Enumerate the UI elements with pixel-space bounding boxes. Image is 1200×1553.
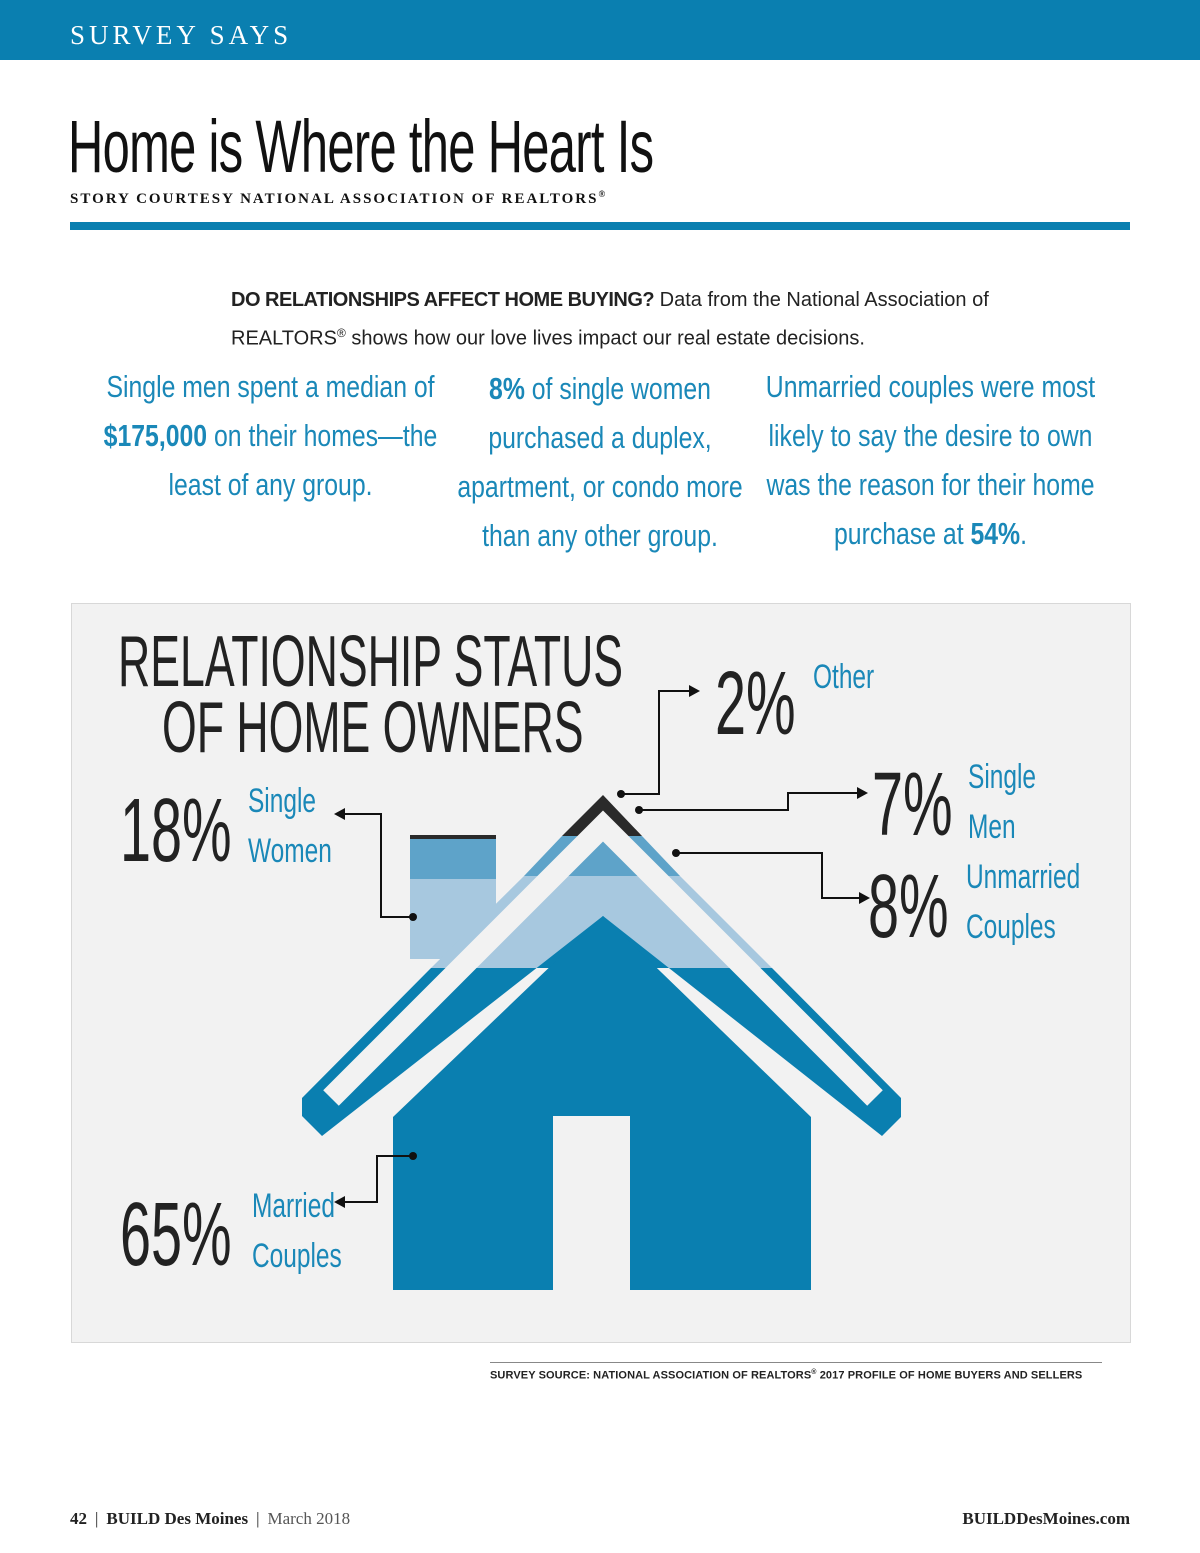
chart-panel [71, 603, 1131, 1343]
website-link[interactable]: BUILDDesMoines.com [962, 1509, 1130, 1528]
intro-text-1: Data from the National Association of REALTORS [231, 289, 989, 350]
leader-single-women [342, 814, 413, 917]
fact-2-highlight: 8% [489, 371, 525, 406]
fact-1-post: on their homes—the least of any group. [167, 418, 437, 502]
arrow-single-men [857, 787, 868, 799]
label-single-women-line1: Single [248, 782, 317, 821]
fact-3-highlight: 54% [969, 516, 1020, 551]
source-divider [490, 1362, 1102, 1363]
label-married-line2: Couples [252, 1237, 342, 1276]
label-single-men-line1: Single [968, 758, 1037, 797]
door [553, 1116, 630, 1291]
fact-1-highlight: $175,000 [103, 418, 207, 453]
label-single-men-value: 7% [872, 753, 953, 855]
house-chart [72, 604, 1132, 1344]
leader-other [621, 691, 692, 794]
intro-lead: DO RELATIONSHIPS AFFECT HOME BUYING? [231, 289, 655, 311]
section-label: SURVEY SAYS [70, 20, 293, 50]
chart-title-line-2: OF HOME OWNERS [162, 687, 584, 768]
byline [70, 189, 607, 208]
fact-single-women [440, 364, 760, 560]
dot-married [409, 1152, 417, 1160]
leader-unmarried [676, 853, 862, 898]
fact-3-post: . [1019, 516, 1027, 551]
fact-unmarried-couples [760, 362, 1100, 558]
byline-text: STORY COURTESY NATIONAL ASSOCIATION OF REALTORS [70, 191, 599, 207]
survey-source [490, 1369, 1082, 1382]
fact-single-men [100, 362, 440, 509]
title-divider [70, 222, 1130, 230]
fact-2-post: of single women purchased a duplex, apartment, or condo more than any other group. [457, 371, 743, 553]
intro-mark: ® [336, 326, 346, 340]
dot-unmarried [672, 849, 680, 857]
intro-text-2: shows how our love lives impact our real estate decisions. [345, 327, 865, 350]
label-unmarried-value: 8% [868, 855, 949, 957]
label-unmarried-line1: Unmarried [966, 858, 1081, 897]
page-number: 42 [70, 1509, 87, 1528]
byline-mark: ® [598, 189, 608, 199]
fact-3-pre: Unmarried couples were most likely to say the desire to own was the reason for their home purchase at [765, 369, 1095, 551]
source-text-1: SURVEY SOURCE: NATIONAL ASSOCIATION OF REALTORS [490, 1369, 812, 1382]
label-unmarried-line2: Couples [966, 908, 1056, 947]
chimney-band-women-dark [410, 839, 496, 879]
label-other-value: 2% [715, 652, 796, 754]
fact-1-pre: Single men spent a median of [105, 369, 435, 404]
chart-title-line-1: RELATIONSHIP STATUS [118, 621, 624, 702]
label-single-women-line2: Women [248, 832, 332, 871]
arrow-married [334, 1196, 345, 1208]
leader-single-men [639, 793, 860, 810]
label-other-name: Other [813, 658, 875, 697]
house-graphic [302, 795, 901, 1291]
arrow-single-women [334, 808, 345, 820]
label-married-value: 65% [120, 1183, 232, 1285]
dot-single-women [409, 913, 417, 921]
intro-paragraph [231, 284, 991, 356]
page-title: Home is Where the Heart Is [68, 105, 654, 188]
label-single-men-line2: Men [968, 808, 1016, 847]
chimney-band-top [410, 835, 496, 839]
dot-single-men [635, 806, 643, 814]
label-married-line1: Married [252, 1187, 335, 1226]
source-mark: ® [811, 1369, 817, 1376]
footer-left: 42 | BUILD Des Moines | March 2018 [70, 1509, 351, 1528]
publication-name: BUILD Des Moines [106, 1509, 249, 1528]
dot-other [617, 790, 625, 798]
source-text-2: 2017 PROFILE OF HOME BUYERS AND SELLERS [816, 1369, 1083, 1382]
arrow-other [689, 685, 700, 697]
label-single-women-value: 18% [120, 779, 232, 881]
issue-date: March 2018 [267, 1509, 351, 1528]
